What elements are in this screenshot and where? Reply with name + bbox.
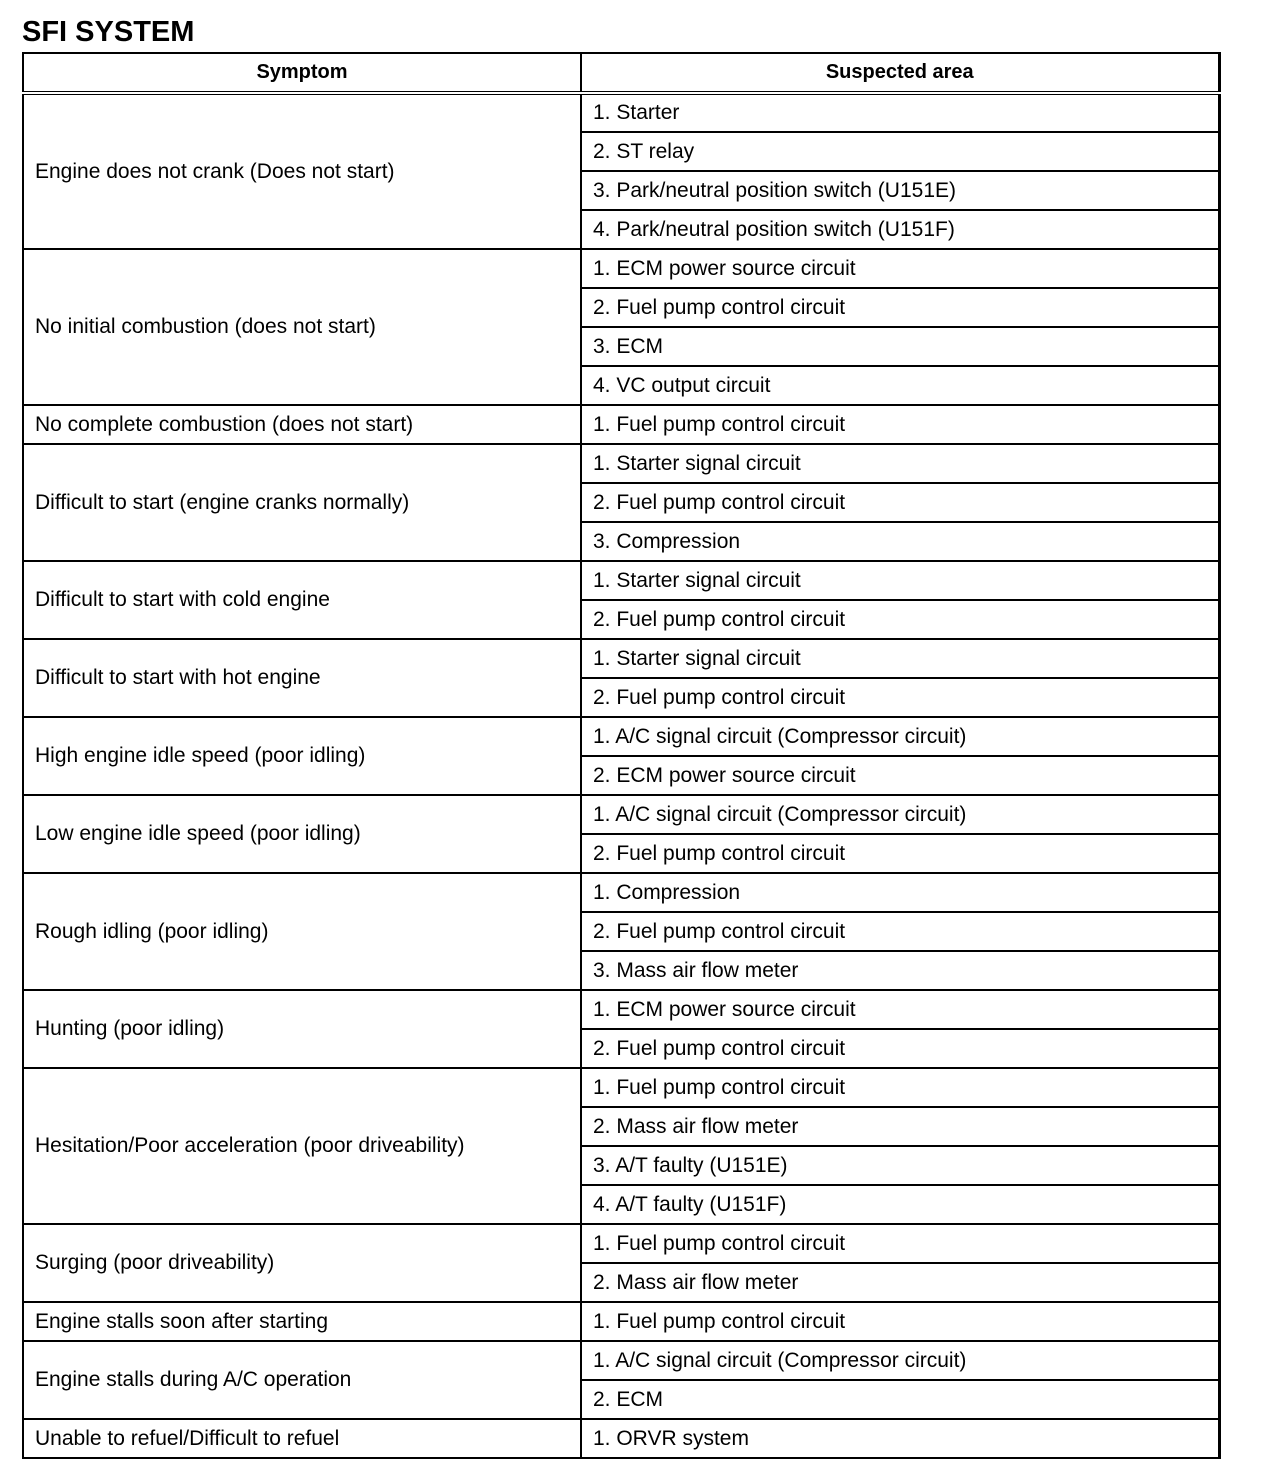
table-row bbox=[23, 1419, 1219, 1458]
symptom-cell: No initial combustion (does not start) bbox=[23, 249, 581, 405]
suspected-area-cell: 2. Fuel pump control circuit bbox=[581, 678, 1219, 717]
suspected-area-cell: 2. Fuel pump control circuit bbox=[581, 1029, 1219, 1068]
symptom-cell: Surging (poor driveability) bbox=[23, 1224, 581, 1302]
suspected-area-cell: 1. Fuel pump control circuit bbox=[581, 1302, 1219, 1341]
suspected-area-cell: 1. Fuel pump control circuit bbox=[581, 405, 1219, 444]
symptom-cell: Engine stalls during A/C operation bbox=[23, 1341, 581, 1419]
suspected-area-cell: 2. ECM bbox=[581, 1380, 1219, 1419]
suspected-area-cell: 1. Starter signal circuit bbox=[581, 561, 1219, 600]
symptom-table bbox=[22, 52, 1221, 1459]
table-row bbox=[23, 795, 1219, 834]
table-row bbox=[23, 93, 1219, 132]
page-title: SFI SYSTEM bbox=[22, 16, 195, 48]
table-row bbox=[23, 717, 1219, 756]
suspected-area-cell: 2. ST relay bbox=[581, 132, 1219, 171]
suspected-area-cell: 3. ECM bbox=[581, 327, 1219, 366]
symptom-column-header: Symptom bbox=[23, 53, 581, 93]
table-header-row bbox=[23, 53, 1219, 93]
suspected-area-cell: 2. Fuel pump control circuit bbox=[581, 600, 1219, 639]
table-row bbox=[23, 1224, 1219, 1263]
symptom-cell: Low engine idle speed (poor idling) bbox=[23, 795, 581, 873]
suspected-area-cell: 1. A/C signal circuit (Compressor circuit) bbox=[581, 717, 1219, 756]
suspected-area-cell: 4. Park/neutral position switch (U151F) bbox=[581, 210, 1219, 249]
suspected-area-cell: 1. Fuel pump control circuit bbox=[581, 1068, 1219, 1107]
table-row bbox=[23, 1302, 1219, 1341]
suspected-area-cell: 1. Starter signal circuit bbox=[581, 639, 1219, 678]
symptom-cell: Difficult to start with hot engine bbox=[23, 639, 581, 717]
suspected-area-cell: 2. ECM power source circuit bbox=[581, 756, 1219, 795]
suspected-area-cell: 4. A/T faulty (U151F) bbox=[581, 1185, 1219, 1224]
suspected-area-cell: 1. ORVR system bbox=[581, 1419, 1219, 1458]
suspected-area-cell: 1. Starter bbox=[581, 93, 1219, 132]
suspected-area-cell: 1. Compression bbox=[581, 873, 1219, 912]
suspected-area-cell: 1. A/C signal circuit (Compressor circuit) bbox=[581, 795, 1219, 834]
suspected-area-cell: 1. ECM power source circuit bbox=[581, 249, 1219, 288]
suspected-area-cell: 2. Mass air flow meter bbox=[581, 1263, 1219, 1302]
suspected-area-cell: 3. Park/neutral position switch (U151E) bbox=[581, 171, 1219, 210]
table-row bbox=[23, 444, 1219, 483]
table-row bbox=[23, 1068, 1219, 1107]
symptom-cell: No complete combustion (does not start) bbox=[23, 405, 581, 444]
suspected-area-cell: 3. Mass air flow meter bbox=[581, 951, 1219, 990]
suspected-area-cell: 1. A/C signal circuit (Compressor circuit) bbox=[581, 1341, 1219, 1380]
table-row bbox=[23, 990, 1219, 1029]
symptom-cell: Engine does not crank (Does not start) bbox=[23, 93, 581, 249]
suspected-area-cell: 4. VC output circuit bbox=[581, 366, 1219, 405]
suspected-area-cell: 2. Fuel pump control circuit bbox=[581, 483, 1219, 522]
table-row bbox=[23, 561, 1219, 600]
symptom-cell: Hesitation/Poor acceleration (poor driveability) bbox=[23, 1068, 581, 1224]
suspected-area-cell: 2. Fuel pump control circuit bbox=[581, 834, 1219, 873]
symptom-cell: Difficult to start with cold engine bbox=[23, 561, 581, 639]
table-row bbox=[23, 405, 1219, 444]
symptom-cell: Unable to refuel/Difficult to refuel bbox=[23, 1419, 581, 1458]
suspected-area-cell: 1. Fuel pump control circuit bbox=[581, 1224, 1219, 1263]
suspected-area-cell: 2. Mass air flow meter bbox=[581, 1107, 1219, 1146]
suspected-area-cell: 2. Fuel pump control circuit bbox=[581, 288, 1219, 327]
symptom-cell: Hunting (poor idling) bbox=[23, 990, 581, 1068]
suspected-area-column-header: Suspected area bbox=[581, 53, 1219, 93]
suspected-area-cell: 1. ECM power source circuit bbox=[581, 990, 1219, 1029]
symptom-cell: Engine stalls soon after starting bbox=[23, 1302, 581, 1341]
symptom-cell: High engine idle speed (poor idling) bbox=[23, 717, 581, 795]
suspected-area-cell: 3. Compression bbox=[581, 522, 1219, 561]
table-body bbox=[23, 93, 1219, 1458]
table-row bbox=[23, 639, 1219, 678]
symptom-cell: Difficult to start (engine cranks normally) bbox=[23, 444, 581, 561]
table-row bbox=[23, 1341, 1219, 1380]
symptom-cell: Rough idling (poor idling) bbox=[23, 873, 581, 990]
suspected-area-cell: 3. A/T faulty (U151E) bbox=[581, 1146, 1219, 1185]
suspected-area-cell: 1. Starter signal circuit bbox=[581, 444, 1219, 483]
table-row bbox=[23, 249, 1219, 288]
table-row bbox=[23, 873, 1219, 912]
suspected-area-cell: 2. Fuel pump control circuit bbox=[581, 912, 1219, 951]
